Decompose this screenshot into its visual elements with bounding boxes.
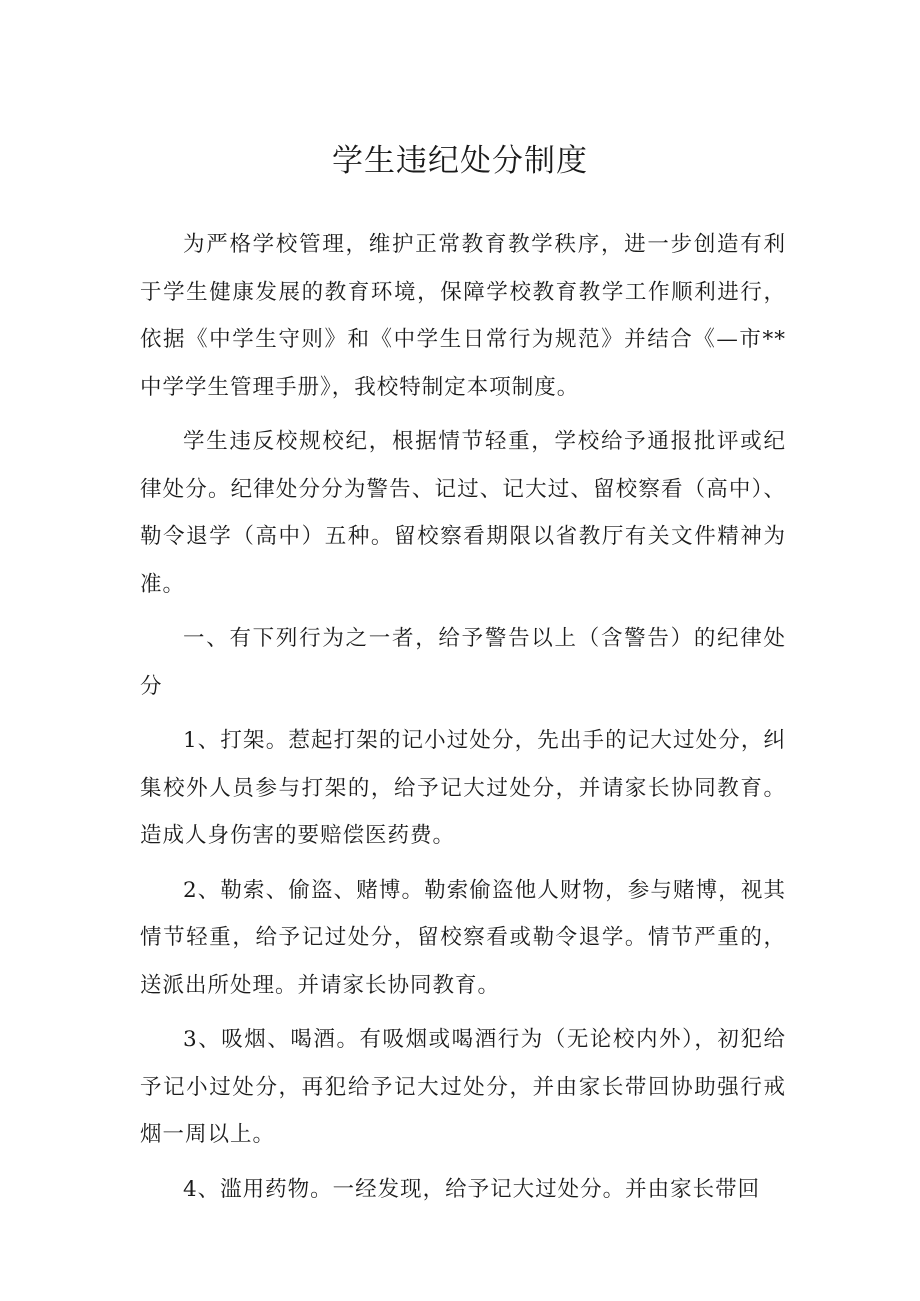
rule-item-drug-abuse: 4、滥用药物。一经发现，给予记大过处分。并由家长带回 (183, 1176, 761, 1202)
intro-paragraph: 为严格学校管理，维护正常教育教学秩序，进一步创造有利于学生健康发展的教育环境，保障学校教育教学工作顺利进行，依据《中学生守则》和《中学生日常行为规范》并结合《—市**中学学生管理手册》，我校特制定本项制度。 (140, 232, 786, 400)
document-body (140, 221, 786, 1220)
rule-item-smoking-drinking: 3、吸烟、喝酒。有吸烟或喝酒行为（无论校内外），初犯给予记小过处分，再犯给予记大过处分，并由家长带回协助强行戒烟一周以上。 (140, 1027, 786, 1147)
rule-item-fighting: 1、打架。惹起打架的记小过处分，先出手的记大过处分，纠集校外人员参与打架的，给予记大过处分，并请家长协同教育。造成人身伤害的要赔偿医药费。 (140, 728, 786, 848)
document-title: 学生违纪处分制度 (332, 143, 588, 179)
section-heading-1: 一、有下列行为之一者，给予警告以上（含警告）的纪律处分 (140, 626, 786, 699)
rule-item-extortion-theft-gambling: 2、勒索、偷盗、赌博。勒索偷盗他人财物，参与赌博，视其情节轻重，给予记过处分，留校察看或勒令退学。情节严重的，送派出所处理。并请家长协同教育。 (140, 877, 786, 998)
discipline-types-paragraph: 学生违反校规校纪，根据情节轻重，学校给予通报批评或纪律处分。纪律处分分为警告、记过、记大过、留校察看（高中）、勒令退学（高中）五种。留校察看期限以省教厅有关文件精神为准。 (140, 429, 786, 597)
